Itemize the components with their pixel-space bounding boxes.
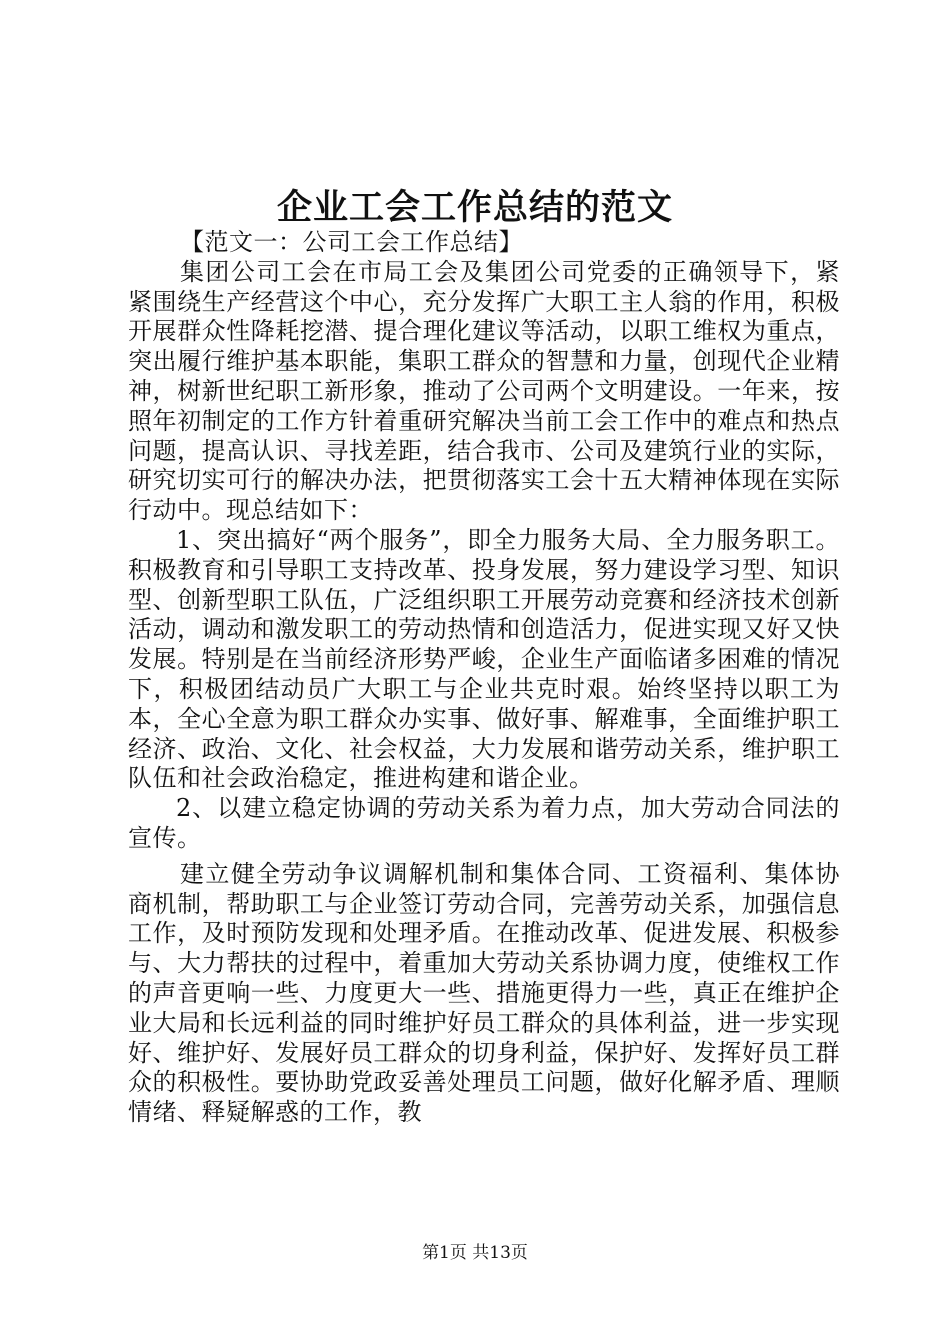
paragraph-labor-relations: 建立健全劳动争议调解机制和集体合同、工资福利、集体协商机制，帮助职工与企业签订劳动合同，完善劳动关系，加强信息工作，及时预防发现和处理矛盾。在推动改革、促进发展、积极参与、大力帮扶的过程中，着重加大劳动关系协调力度，使维权工作的声音更响一些、力度更大一些、措施更得力一些，真正在维护企业大局和长远利益的同时维护好员工群众的具体利益，进一步实现好、维护好、发展好员工群众的切身利益，保护好、发挥好员工群众的积极性。要协助党政妥善处理员工问题，做好化解矛盾、理顺情绪、释疑解惑的工作，教 [128,859,840,1127]
section-heading: 【范文一：公司工会工作总结】 [180,228,523,256]
document-title: 企业工会工作总结的范文 [276,187,673,228]
paragraph-item-2: 2、以建立稳定协调的劳动关系为着力点，加大劳动合同法的宣传。 [128,794,840,852]
paragraph-intro: 集团公司工会在市局工会及集团公司党委的正确领导下，紧紧围绕生产经营这个中心，充分发挥广大职工主人翁的作用，积极开展群众性降耗挖潜、提合理化建议等活动，以职工维权为重点，突出履行维护基本职能，集职工群众的智慧和力量，创现代企业精神，树新世纪职工新形象，推动了公司两个文明建设。一年来，按照年初制定的工作方针着重研究解决当前工会工作中的难点和热点问题，提高认识、寻找差距，结合我市、公司及建筑行业的实际，研究切实可行的解决办法，把贯彻落实工会十五大精神体现在实际行动中。现总结如下： [128,257,840,525]
page-number-footer: 第1页 共13页 [422,1243,528,1263]
paragraph-item-1: 1、突出搞好“两个服务”，即全力服务大局、全力服务职工。积极教育和引导职工支持改革、投身发展，努力建设学习型、知识型、创新型职工队伍，广泛组织职工开展劳动竞赛和经济技术创新活动，调动和激发职工的劳动热情和创造活力，促进实现又好又快发展。特别是在当前经济形势严峻，企业生产面临诸多困难的情况下，积极团结动员广大职工与企业共克时艰。始终坚持以职工为本，全心全意为职工群众办实事、做好事、解难事，全面维护职工经济、政治、文化、社会权益，大力发展和谐劳动关系，维护职工队伍和社会政治稳定，推进构建和谐企业。 [128,525,840,793]
document-body [128,228,840,1128]
